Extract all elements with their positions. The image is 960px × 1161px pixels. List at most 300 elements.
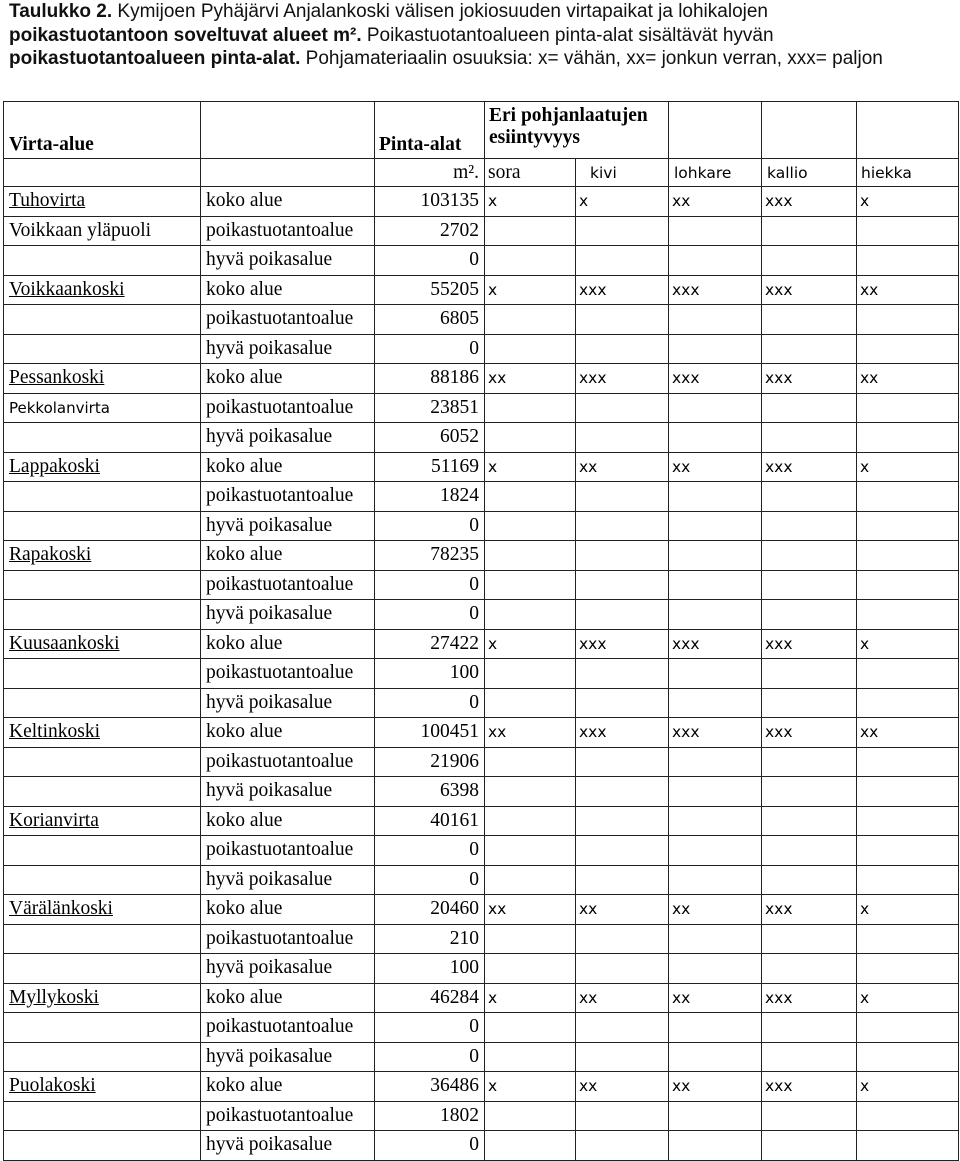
row-area-type: poikastuotantoalue [201,836,375,866]
row-lohkare [669,954,762,984]
row-kallio [762,511,857,541]
row-area-value: 0 [375,570,485,600]
caption-label: Taulukko 2. [9,1,113,22]
table-row [4,275,959,305]
row-area-value: 0 [375,334,485,364]
row-hiekka [857,570,959,600]
row-sora [485,541,576,571]
caption-text-1: Kymijoen Pyhäjärvi Anjalankoski välisen jokiosuuden virtapaikat ja lohikalojen [112,1,768,22]
row-name: Pessankoski [4,364,201,394]
row-name: Tuhovirta [4,187,201,217]
row-area-type: koko alue [201,275,375,305]
row-kivi: xx [576,983,669,1013]
table-row [4,688,959,718]
row-hiekka [857,777,959,807]
row-lohkare [669,600,762,630]
header-virta-alue: Virta-alue [4,102,201,159]
row-kivi [576,865,669,895]
row-lohkare [669,747,762,777]
row-kivi [576,954,669,984]
row-name: Rapakoski [4,541,201,571]
row-name [4,865,201,895]
row-name [4,1131,201,1161]
row-area-type: poikastuotantoalue [201,659,375,689]
row-area-type: koko alue [201,806,375,836]
row-lohkare: xx [669,983,762,1013]
row-lohkare [669,511,762,541]
table-row [4,452,959,482]
row-area-type: hyvä poikasalue [201,1131,375,1161]
row-area-value: 6398 [375,777,485,807]
row-kallio: xxx [762,983,857,1013]
row-area-type: poikastuotantoalue [201,216,375,246]
row-hiekka [857,305,959,335]
row-area-value: 0 [375,865,485,895]
row-kivi: xxx [576,275,669,305]
row-area-type: poikastuotantoalue [201,1101,375,1131]
row-lohkare: xxx [669,364,762,394]
row-kallio: xxx [762,629,857,659]
table-row [4,187,959,217]
table-row [4,216,959,246]
row-kallio: xxx [762,895,857,925]
row-area-value: 40161 [375,806,485,836]
row-area-value: 23851 [375,393,485,423]
row-area-value: 0 [375,246,485,276]
row-lohkare [669,1013,762,1043]
row-area-value: 2702 [375,216,485,246]
row-kivi [576,511,669,541]
row-area-type: hyvä poikasalue [201,511,375,541]
row-lohkare [669,482,762,512]
row-kallio [762,305,857,335]
header-empty-cell [669,102,762,159]
row-kivi: xx [576,452,669,482]
row-area-value: 88186 [375,364,485,394]
row-sora [485,334,576,364]
row-area-type: poikastuotantoalue [201,1013,375,1043]
row-kallio [762,865,857,895]
row-kivi [576,836,669,866]
row-name: Voikkaankoski [4,275,201,305]
table-row [4,865,959,895]
row-kivi [576,1042,669,1072]
row-area-type: hyvä poikasalue [201,1042,375,1072]
row-kivi [576,482,669,512]
row-kallio [762,1013,857,1043]
row-sora: x [485,629,576,659]
table-row [4,983,959,1013]
row-area-type: hyvä poikasalue [201,600,375,630]
table-row [4,305,959,335]
row-kallio [762,541,857,571]
row-name [4,246,201,276]
row-sora: x [485,983,576,1013]
row-area-value: 0 [375,1042,485,1072]
row-area-type: poikastuotantoalue [201,482,375,512]
row-lohkare: xxx [669,718,762,748]
table-row [4,570,959,600]
row-kallio [762,1042,857,1072]
row-lohkare [669,659,762,689]
row-hiekka [857,1131,959,1161]
row-kallio [762,688,857,718]
row-lohkare [669,216,762,246]
row-area-type: poikastuotantoalue [201,924,375,954]
row-area-type: hyvä poikasalue [201,688,375,718]
row-kivi [576,600,669,630]
row-lohkare [669,423,762,453]
row-hiekka [857,806,959,836]
row-lohkare [669,393,762,423]
row-lohkare [669,865,762,895]
row-name [4,423,201,453]
row-sora: x [485,275,576,305]
row-sora [485,1131,576,1161]
row-lohkare [669,806,762,836]
table-row [4,1042,959,1072]
table-row [4,924,959,954]
header-empty-cell [201,102,375,159]
row-kallio [762,747,857,777]
row-kivi [576,747,669,777]
row-name: Lappakoski [4,452,201,482]
row-kallio [762,393,857,423]
row-lohkare: xx [669,187,762,217]
row-name: Puolakoski [4,1072,201,1102]
row-area-value: 100 [375,659,485,689]
row-kivi [576,659,669,689]
row-name: Myllykoski [4,983,201,1013]
row-name [4,334,201,364]
row-name [4,954,201,984]
row-hiekka: x [857,452,959,482]
row-name [4,1013,201,1043]
row-name [4,836,201,866]
row-name [4,511,201,541]
row-lohkare [669,246,762,276]
row-hiekka: x [857,187,959,217]
table-row [4,511,959,541]
row-kallio [762,924,857,954]
row-hiekka [857,659,959,689]
row-kivi: xx [576,1072,669,1102]
row-area-type: koko alue [201,1072,375,1102]
row-lohkare: xxx [669,629,762,659]
table-row [4,541,959,571]
table-row [4,777,959,807]
row-hiekka [857,836,959,866]
row-hiekka [857,600,959,630]
row-area-type: hyvä poikasalue [201,423,375,453]
row-sora [485,924,576,954]
row-hiekka [857,954,959,984]
row-lohkare [669,688,762,718]
row-area-value: 55205 [375,275,485,305]
row-area-value: 27422 [375,629,485,659]
row-sora [485,806,576,836]
row-kallio [762,836,857,866]
row-name [4,482,201,512]
row-hiekka [857,482,959,512]
row-name: Kuusaankoski [4,629,201,659]
row-kivi [576,1101,669,1131]
row-kivi [576,1131,669,1161]
row-hiekka [857,541,959,571]
header-kivi: kivi [576,159,669,187]
row-sora [485,393,576,423]
row-kallio [762,659,857,689]
row-hiekka: xx [857,364,959,394]
row-kivi [576,688,669,718]
row-hiekka [857,423,959,453]
row-area-value: 51169 [375,452,485,482]
row-name [4,688,201,718]
header-unit: m². [375,159,485,187]
row-area-type: hyvä poikasalue [201,865,375,895]
table-row [4,718,959,748]
row-lohkare [669,836,762,866]
row-kallio [762,1101,857,1131]
row-name: Korianvirta [4,806,201,836]
row-area-type: koko alue [201,718,375,748]
row-area-type: poikastuotantoalue [201,570,375,600]
row-kallio: xxx [762,275,857,305]
caption-line-3: poikastuotantoalueen pinta-alat. [9,48,301,69]
row-lohkare: xx [669,895,762,925]
table-row [4,334,959,364]
row-kallio [762,954,857,984]
row-kivi: xxx [576,629,669,659]
row-lohkare [669,1042,762,1072]
header-empty-cell [857,102,959,159]
row-area-type: poikastuotantoalue [201,747,375,777]
row-lohkare [669,334,762,364]
habitat-table [3,101,959,1161]
table-row [4,954,959,984]
row-hiekka [857,334,959,364]
row-sora: x [485,452,576,482]
row-sora [485,482,576,512]
row-sora [485,1013,576,1043]
row-sora [485,865,576,895]
row-hiekka [857,1042,959,1072]
row-sora [485,777,576,807]
row-lohkare [669,1131,762,1161]
row-hiekka: x [857,895,959,925]
row-sora: xx [485,718,576,748]
row-sora [485,511,576,541]
row-kivi [576,777,669,807]
row-lohkare: xx [669,1072,762,1102]
row-kallio [762,806,857,836]
row-sora [485,1101,576,1131]
row-hiekka: x [857,983,959,1013]
row-kallio [762,777,857,807]
header-empty-cell [201,159,375,187]
row-sora [485,216,576,246]
row-sora [485,1042,576,1072]
row-area-type: koko alue [201,983,375,1013]
row-hiekka [857,924,959,954]
row-hiekka [857,393,959,423]
row-sora [485,747,576,777]
row-kivi [576,423,669,453]
row-sora: x [485,1072,576,1102]
row-kivi [576,216,669,246]
row-name: Värälänkoski [4,895,201,925]
row-area-type: hyvä poikasalue [201,777,375,807]
row-hiekka [857,246,959,276]
table-row [4,659,959,689]
row-kivi [576,1013,669,1043]
row-name: Pekkolanvirta [4,393,201,423]
row-kivi [576,246,669,276]
row-sora [485,954,576,984]
table-row [4,629,959,659]
row-lohkare [669,924,762,954]
row-hiekka [857,688,959,718]
table-row [4,423,959,453]
row-area-value: 1802 [375,1101,485,1131]
table-row [4,600,959,630]
row-name [4,1101,201,1131]
row-area-value: 0 [375,511,485,541]
row-area-type: hyvä poikasalue [201,246,375,276]
row-sora [485,836,576,866]
row-name: Voikkaan yläpuoli [4,216,201,246]
row-area-type: hyvä poikasalue [201,334,375,364]
table-row [4,1101,959,1131]
row-area-value: 100 [375,954,485,984]
row-sora: x [485,187,576,217]
row-area-type: koko alue [201,452,375,482]
header-sora: sora [485,159,576,187]
row-kivi [576,334,669,364]
row-kivi [576,570,669,600]
row-hiekka [857,216,959,246]
row-lohkare: xx [669,452,762,482]
row-area-value: 0 [375,1013,485,1043]
row-hiekka: x [857,1072,959,1102]
table-row [4,1072,959,1102]
table-row [4,836,959,866]
row-area-type: poikastuotantoalue [201,305,375,335]
row-name [4,924,201,954]
row-area-value: 210 [375,924,485,954]
header-lohkare: lohkare [669,159,762,187]
row-hiekka: xx [857,718,959,748]
row-area-value: 0 [375,688,485,718]
row-area-value: 103135 [375,187,485,217]
row-name [4,600,201,630]
row-kallio: xxx [762,364,857,394]
row-kallio [762,570,857,600]
row-kivi [576,541,669,571]
table-row [4,895,959,925]
row-area-value: 0 [375,1131,485,1161]
row-area-value: 78235 [375,541,485,571]
header-eri-pohjanlaatujen: Eri pohjanlaatujen esiintyvyys [485,102,669,159]
header-row-2 [4,159,959,187]
caption-text-3: Pohjamateriaalin osuuksia: x= vähän, xx= jonkun verran, xxx= paljon [300,48,883,69]
row-kallio [762,334,857,364]
row-kivi [576,393,669,423]
row-area-type: koko alue [201,541,375,571]
row-area-value: 0 [375,600,485,630]
row-lohkare [669,305,762,335]
row-name [4,1042,201,1072]
row-hiekka: xx [857,275,959,305]
row-kallio [762,246,857,276]
table-row [4,747,959,777]
header-row-1 [4,102,959,159]
row-kallio [762,216,857,246]
row-hiekka [857,1013,959,1043]
table-row [4,393,959,423]
row-sora [485,305,576,335]
row-kallio [762,423,857,453]
table-row [4,482,959,512]
row-kivi: xxx [576,718,669,748]
row-name [4,659,201,689]
table-row [4,806,959,836]
row-kivi [576,806,669,836]
row-hiekka [857,1101,959,1131]
row-area-type: hyvä poikasalue [201,954,375,984]
row-kivi [576,924,669,954]
table-body [4,102,959,1161]
row-name: Keltinkoski [4,718,201,748]
row-name [4,747,201,777]
header-empty-cell [4,159,201,187]
header-pinta-alat: Pinta-alat [375,102,485,159]
row-kivi [576,305,669,335]
row-area-type: koko alue [201,629,375,659]
row-lohkare [669,570,762,600]
row-kivi: xx [576,895,669,925]
row-area-value: 6052 [375,423,485,453]
row-area-type: koko alue [201,364,375,394]
table-row [4,1131,959,1161]
row-area-value: 1824 [375,482,485,512]
row-kivi: x [576,187,669,217]
row-area-value: 100451 [375,718,485,748]
row-sora [485,659,576,689]
row-name [4,570,201,600]
header-empty-cell [762,102,857,159]
row-kallio: xxx [762,718,857,748]
row-kallio: xxx [762,187,857,217]
row-hiekka [857,747,959,777]
row-lohkare [669,541,762,571]
row-area-value: 46284 [375,983,485,1013]
row-area-type: poikastuotantoalue [201,393,375,423]
table-row [4,364,959,394]
row-area-value: 21906 [375,747,485,777]
row-hiekka [857,511,959,541]
row-area-type: koko alue [201,187,375,217]
row-area-value: 36486 [375,1072,485,1102]
row-kivi: xxx [576,364,669,394]
row-kallio: xxx [762,452,857,482]
row-lohkare [669,1101,762,1131]
row-hiekka [857,865,959,895]
row-sora [485,600,576,630]
row-sora [485,246,576,276]
table-row [4,246,959,276]
row-area-type: koko alue [201,895,375,925]
